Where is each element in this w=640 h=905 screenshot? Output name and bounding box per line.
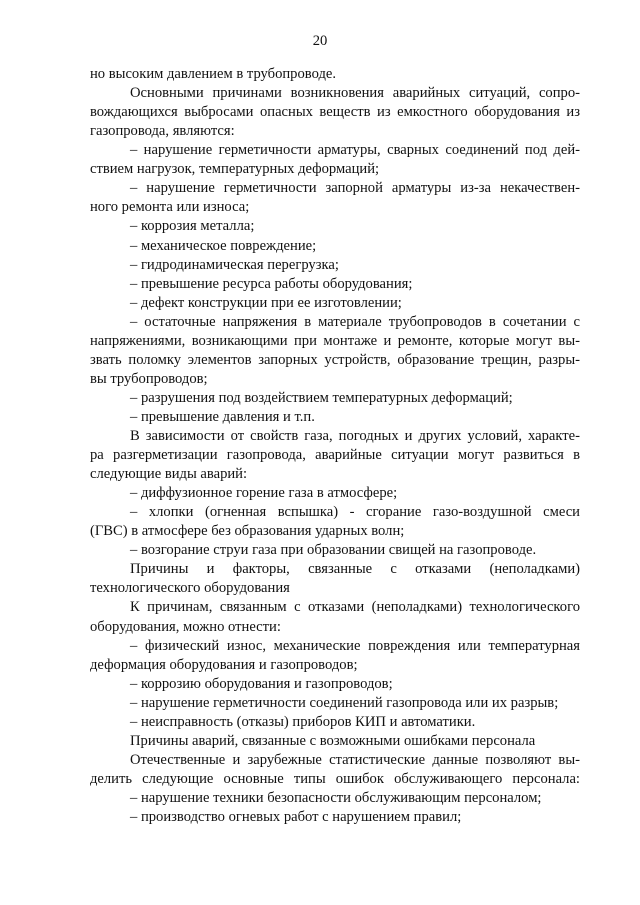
- text-line: – хлопки (огненная вспышка) - сгорание газо-воздушной смеси: [130, 504, 580, 521]
- text-line: – гидродинамическая перегрузка;: [130, 256, 339, 273]
- text-line: технологического оборудования: [90, 580, 290, 597]
- text-line: – физический износ, механические повреждения или температурная: [130, 637, 580, 654]
- text-line: – превышение давления и т.п.: [130, 408, 315, 425]
- text-line: – механическое повреждение;: [130, 237, 317, 254]
- text-line: звать поломку элементов запорных устройств, образование трещин, разры-: [90, 351, 580, 368]
- text-line: Причины аварий, связанные с возможными ошибками персонала: [130, 732, 536, 749]
- text-line: напряжениями, возникающими при монтаже и ремонте, которые могут вы-: [90, 332, 580, 349]
- text-line: – производство огневых работ с нарушением правил;: [130, 809, 462, 825]
- text-line: – неисправность (отказы) приборов КИП и автоматики.: [130, 713, 476, 730]
- text-line: К причинам, связанным с отказами (неполадками) технологического: [130, 599, 580, 616]
- text-line: Отечественные и зарубежные статистические данные позволяют вы-: [130, 751, 580, 768]
- text-line: – превышение ресурса работы оборудования;: [130, 275, 413, 292]
- text-line: вождающихся выбросами опасных веществ из емкостного оборудования из: [90, 104, 580, 121]
- text-line: – коррозия металла;: [130, 218, 255, 235]
- text-line: деформация оборудования и газопроводов;: [90, 656, 358, 673]
- text-line: – нарушение герметичности соединений газопровода или их разрыв;: [130, 694, 559, 711]
- text-line: – нарушение герметичности запорной арматуры из-за некачествен-: [130, 180, 580, 197]
- text-line: В зависимости от свойств газа, погодных и других условий, характе-: [130, 427, 580, 444]
- text-line: – диффузионное горение газа в атмосфере;: [130, 485, 398, 502]
- text-line: – возгорание струи газа при образовании свищей на газопроводе.: [130, 542, 537, 559]
- text-line: газопровода, являются:: [90, 123, 235, 140]
- text-line: вы трубопроводов;: [90, 370, 208, 387]
- text-line: следующие виды аварий:: [90, 466, 248, 483]
- text-line: – нарушение герметичности арматуры, сварных соединений под дей-: [130, 142, 580, 159]
- text-line: ра разгерметизации газопровода, аварийные ситуации могут развиться в: [90, 447, 580, 463]
- text-line: ного ремонта или износа;: [90, 199, 250, 216]
- text-line: – коррозию оборудования и газопроводов;: [130, 675, 393, 692]
- page-number: 20: [312, 33, 328, 49]
- text-line: делить следующие основные типы ошибок обслуживающего персонала:: [90, 770, 580, 787]
- text-line: – нарушение техники безопасности обслуживающим персоналом;: [130, 789, 542, 806]
- text-line: Основными причинами возникновения аварийных ситуаций, сопро-: [130, 85, 580, 101]
- text-line: – дефект конструкции при ее изготовлении;: [130, 294, 402, 311]
- text-line: ствием нагрузок, температурных деформаций;: [90, 161, 380, 178]
- text-line: – разрушения под воздействием температурных деформаций;: [130, 389, 513, 406]
- text-line: оборудования, можно отнести:: [90, 618, 281, 635]
- text-line: Причины и факторы, связанные с отказами (неполадками): [130, 561, 580, 578]
- text-line: (ГВС) в атмосфере без образования ударных волн;: [90, 523, 405, 540]
- text-line: – остаточные напряжения в материале трубопроводов в сочетании с: [130, 313, 580, 330]
- text-line: но высоким давлением в трубопроводе.: [90, 66, 336, 82]
